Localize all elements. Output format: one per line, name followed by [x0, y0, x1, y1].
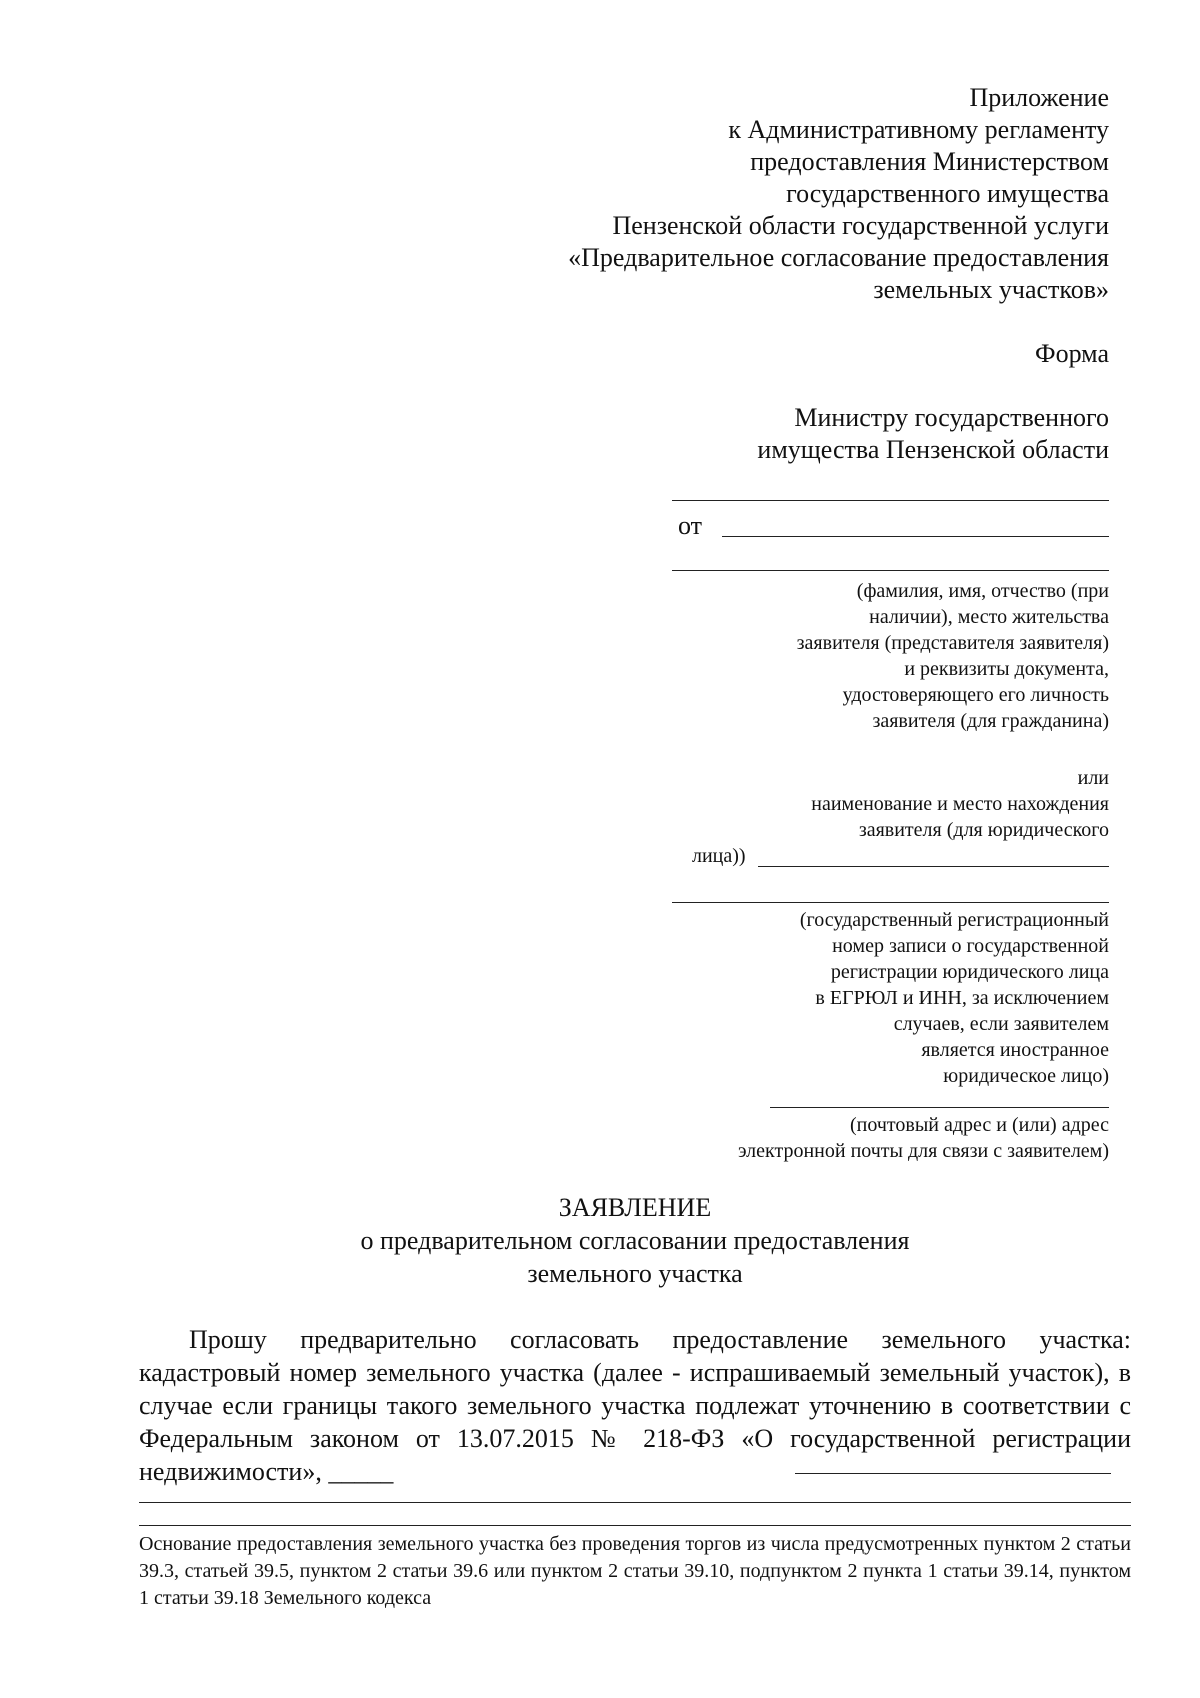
postal-blank-line[interactable] — [770, 1107, 1109, 1108]
legal-blank-line[interactable] — [758, 866, 1109, 867]
addressee-line-1: Министру государственного — [794, 403, 1109, 432]
appendix-line-4: государственного имущества — [786, 179, 1109, 208]
applicant-hint-4: и реквизиты документа, — [904, 658, 1109, 680]
registration-hint-3: регистрации юридического лица — [830, 961, 1109, 983]
request-text: Прошу предварительно согласовать предоставление земельного участка: кадастровый номер земельного участка (далее - испрашиваемый земельный участок), в случае если границы такого земельного участка подлежат уточнению в соответствии с Федеральным законом от 13.07.2015 № 218-ФЗ «О государственной регистрации недвижимости», _____ — [139, 1325, 1131, 1486]
document-subtitle-2: земельного участка — [527, 1259, 743, 1288]
from-blank-line[interactable] — [722, 536, 1109, 537]
postal-hint-2: электронной почты для связи с заявителем) — [737, 1140, 1109, 1162]
full-blank-line-1[interactable] — [139, 1502, 1131, 1503]
registration-hint-7: юридическое лицо) — [943, 1065, 1109, 1087]
appendix-line-6: «Предварительное согласование предоставления — [568, 243, 1109, 272]
postal-hint-1: (почтовый адрес и (или) адрес — [850, 1114, 1109, 1136]
or-label: или — [1077, 767, 1109, 789]
applicant-hint-1: (фамилия, имя, отчество (при — [856, 580, 1109, 602]
applicant-hint-3: заявителя (представителя заявителя) — [796, 632, 1109, 654]
request-blank-line[interactable] — [795, 1473, 1111, 1474]
appendix-line-3: предоставления Министерством — [750, 147, 1109, 176]
blank-line-2[interactable] — [672, 570, 1109, 571]
blank-line-3[interactable] — [672, 902, 1109, 903]
legal-hint-end: лица)) — [692, 845, 746, 867]
applicant-hint-5: удостоверяющего его личность — [842, 684, 1109, 706]
addressee-line-2: имущества Пензенской области — [757, 435, 1109, 464]
document-subtitle-1: о предварительном согласовании предоставления — [360, 1226, 910, 1255]
blank-line-1[interactable] — [672, 500, 1109, 501]
appendix-line-7: земельных участков» — [873, 275, 1109, 304]
request-paragraph — [139, 1323, 1131, 1488]
appendix-line-5: Пензенской области государственной услуги — [612, 211, 1109, 240]
applicant-hint-2: наличии), место жительства — [869, 606, 1109, 628]
legal-hint-2: заявителя (для юридического — [858, 819, 1109, 841]
registration-hint-4: в ЕГРЮЛ и ИНН, за исключением — [815, 987, 1109, 1009]
form-label: Форма — [1035, 339, 1109, 368]
registration-hint-6: является иностранное — [921, 1039, 1109, 1061]
registration-hint-5: случаев, если заявителем — [893, 1013, 1109, 1035]
full-blank-line-2[interactable] — [139, 1525, 1131, 1526]
basis-paragraph: Основание предоставления земельного участка без проведения торгов из числа предусмотренных пунктом 2 статьи 39.3, статьей 39.5, пунктом 2 статьи 39.6 или пунктом 2 статьи 39.10, подпунктом 2 пункта 1 статьи 39.14, пунктом 1 статьи 39.18 Земельного кодекса — [139, 1533, 1131, 1609]
appendix-line-2: к Административному регламенту — [728, 115, 1109, 144]
legal-hint-1: наименование и место нахождения — [811, 793, 1109, 815]
applicant-hint-6: заявителя (для гражданина) — [872, 710, 1109, 732]
appendix-line-1: Приложение — [969, 83, 1109, 112]
document-title: ЗАЯВЛЕНИЕ — [558, 1193, 712, 1222]
registration-hint-2: номер записи о государственной — [832, 935, 1109, 957]
registration-hint-1: (государственный регистрационный — [799, 909, 1109, 931]
from-label: от — [678, 511, 703, 540]
